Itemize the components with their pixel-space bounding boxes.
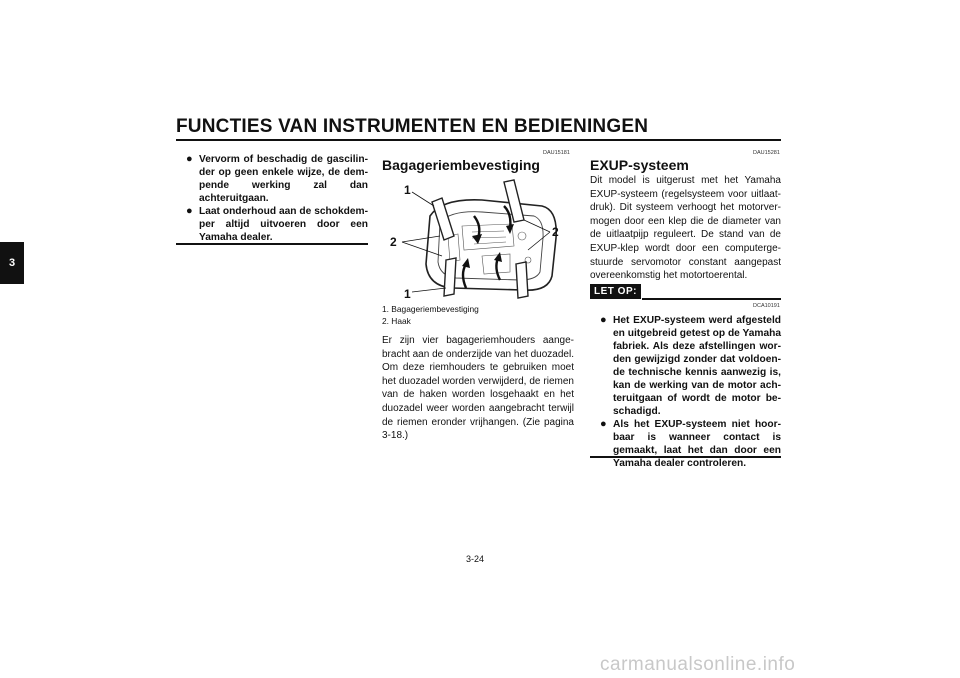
notice-end-rule <box>590 456 781 458</box>
strap-right-top <box>504 180 524 222</box>
notice-bullets <box>600 314 781 470</box>
figure-label-2-left: 2 <box>390 235 397 249</box>
figure-label-1-bottom: 1 <box>404 287 411 300</box>
bullet-icon: ● <box>186 205 193 217</box>
header-rule <box>176 139 781 141</box>
arrow-icon <box>504 206 510 228</box>
figure-caption: 2. Haak <box>382 316 411 326</box>
list-item <box>600 418 781 470</box>
figure-label-2-right: 2 <box>552 225 559 239</box>
strap-left-bottom <box>444 258 456 296</box>
warning-end-rule <box>176 243 368 245</box>
figure-captions <box>382 303 479 327</box>
bullet-text: Vervorm of beschadig de gascilinder op geen enkele wijze, de dempende werking zal dan achteruitgaan. <box>199 154 368 204</box>
strap-left-top <box>432 198 454 240</box>
figure-label-1-top: 1 <box>404 183 411 197</box>
notice-rule <box>642 298 781 300</box>
bullet-icon: ● <box>600 418 607 430</box>
list-item <box>186 153 368 205</box>
arrow-icon <box>463 264 466 288</box>
bullet-text: Laat onderhoud aan de schokdemper altijd uitvoeren door een Yamaha dealer. <box>199 206 368 243</box>
bullet-text: Als het EXUP-systeem niet hoorbaar is wanneer contact is gemaakt, laat het dan door een Yamaha dealer controleren. <box>613 419 781 469</box>
section-body: Dit model is uitgerust met het Yamaha EXUP-systeem (regelsysteem voor uitlaatdruk). Dit systeem verhoogt het motorvermogen door een klep die de diameter van de uitlaatpijp reguleert. De stand van de EXUP-klep wordt door een computergestuurde servomotor constant aangepast overeenkomstig het motortoerental. <box>590 175 781 282</box>
bullet-icon: ● <box>186 153 193 165</box>
bullet-icon: ● <box>600 314 607 326</box>
page-header-title: FUNCTIES VAN INSTRUMENTEN EN BEDIENINGEN <box>176 116 649 137</box>
warning-bullets <box>186 153 368 244</box>
arrow-heads <box>462 224 514 268</box>
list-item <box>600 314 781 418</box>
section-heading: EXUP-systeem <box>590 157 689 173</box>
luggage-strap-figure <box>382 176 574 300</box>
section-code: DAU15281 <box>753 150 780 156</box>
notice-label: LET OP: <box>590 284 641 299</box>
leader-lines <box>402 192 550 292</box>
notice-code: DCA10191 <box>753 303 780 309</box>
section-heading: Bagageriembevestiging <box>382 157 540 173</box>
footer-watermark: carmanualsonline.info <box>600 654 796 675</box>
notice-header <box>590 284 781 300</box>
bullet-text: Het EXUP-systeem werd afgesteld en uitgebreid getest op de Yamaha fabriek. Als deze afstellingen worden gewijzigd zonder dat voldoende technische kennis aanwezig is, kan de werking van de motor achteruitgaan of wordt de motor beschadigd. <box>613 315 781 417</box>
section-body: Er zijn vier bagageriemhouders aangebracht aan de onderzijde van het duozadel. Om deze riemhouders te gebruiken moet het duozadel worden verwijderd, de riemen van de haken worden losgehaakt en het duozadel weer worden aangebracht terwijl de riemen eronder vrijhangen. (Zie pagina 3-18.) <box>382 335 574 442</box>
figure-caption: 1. Bagageriembevestiging <box>382 304 479 314</box>
list-item <box>186 205 368 244</box>
strap-right-bottom <box>516 262 528 298</box>
section-code: DAU15181 <box>543 150 570 156</box>
chapter-tab: 3 <box>0 242 24 284</box>
page-number: 3-24 <box>466 554 485 564</box>
